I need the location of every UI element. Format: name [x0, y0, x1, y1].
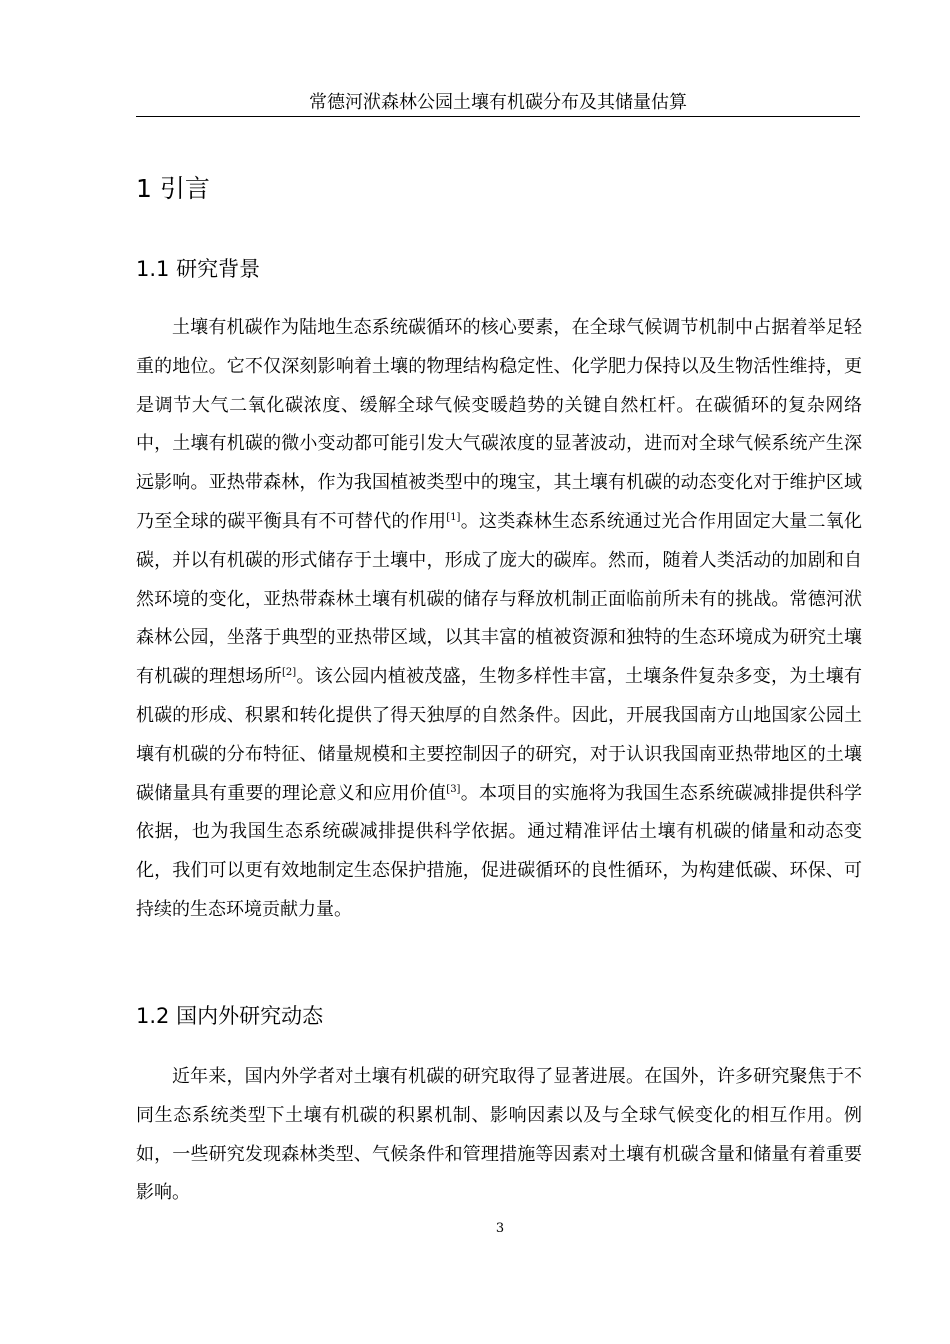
section-heading-introduction: 1 引言 [136, 174, 210, 203]
paragraph-text: 土壤有机碳作为陆地生态系统碳循环的核心要素，在全球气候调节机制中占据着举足轻重的地位。它不仅深刻影响着土壤的物理结构稳定性、化学肥力保持以及生物活性维持，更是调节大气二氧化碳浓度、缓解全球气候变暖趋势的关键自然杠杆。在碳循环的复杂网络中，土壤有机碳的微小变动都可能引发大气碳浓度的显著波动，进而对全球气候系统产生深远影响。亚热带森林，作为我国植被类型中的瑰宝，其土壤有机碳的动态变化对于维护区域乃至全球的碳平衡具有不可替代的作用 [136, 317, 862, 532]
subsection-heading-background: 1.1 研究背景 [136, 257, 261, 281]
page-number: 3 [495, 1221, 505, 1236]
paragraph-text: 。这类森林生态系统通过光合作用固定大量二氧化碳，并以有机碳的形式储存于土壤中，形成了庞大的碳库。然而，随着人类活动的加剧和自然环境的变化，亚热带森林土壤有机碳的储存与释放机制正面临前所未有的挑战。常德河洑森林公园，坐落于典型的亚热带区域，以其丰富的植被资源和独特的生态环境成为研究土壤有机碳的理想场所 [136, 510, 863, 688]
citation-ref-1: [1] [446, 511, 461, 523]
background-paragraph [136, 309, 862, 930]
subsection-heading-research-status: 1.2 国内外研究动态 [136, 1004, 324, 1028]
research-paragraph: 近年来，国内外学者对土壤有机碳的研究取得了显著进展。在国外，许多研究聚焦于不同生态系统类型下土壤有机碳的积累机制、影响因素以及与全球气候变化的相互作用。例如，一些研究发现森林类型、气候条件和管理措施等因素对土壤有机碳含量和储量有着重要影响。 [136, 1066, 862, 1204]
citation-ref-2: [2] [282, 667, 297, 679]
header-divider [136, 116, 860, 117]
paragraph-text: 。该公园内植被茂盛，生物多样性丰富，土壤条件复杂多变，为土壤有机碳的形成、积累和转化提供了得天独厚的自然条件。因此，开展我国南方山地国家公园土壤有机碳的分布特征、储量规模和主要控制因子的研究，对于认识我国南亚热带地区的土壤碳储量具有重要的理论意义和应用价值 [136, 666, 862, 804]
running-header-title: 常德河洑森林公园土壤有机碳分布及其储量估算 [309, 92, 687, 113]
citation-ref-3: [3] [446, 783, 461, 795]
paragraph-text: 。本项目的实施将为我国生态系统碳减排提供科学依据，也为我国生态系统碳减排提供科学依据。通过精准评估土壤有机碳的储量和动态变化，我们可以更有效地制定生态保护措施，促进碳循环的良性循环，为构建低碳、环保、可持续的生态环境贡献力量。 [136, 782, 863, 920]
